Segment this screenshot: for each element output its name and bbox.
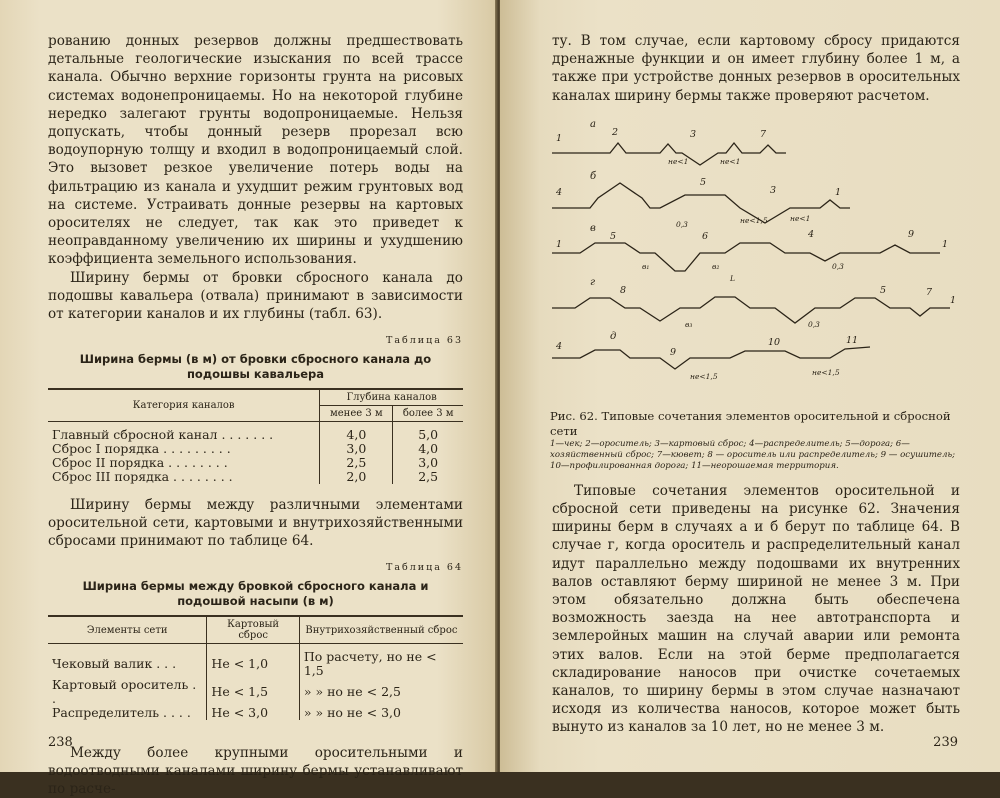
figure-dimension: не<1: [720, 156, 741, 166]
figure-callout: 1: [942, 238, 949, 250]
table-row: [48, 650, 463, 678]
page-number-right: 239: [933, 735, 958, 750]
table-63-header-less: менее 3 м: [320, 406, 393, 422]
table-row: [48, 456, 463, 470]
table-63-cell-name: Главный сбросной канал . . . . . . .: [52, 426, 274, 442]
figure-callout: 5: [700, 176, 707, 188]
profile-row-d: [552, 347, 870, 369]
figure-callout: 7: [760, 128, 767, 140]
figure-dimension: в₂: [712, 261, 720, 271]
table-64-cell-name: Чековый валик . . .: [52, 655, 177, 671]
figure-callout: 7: [926, 286, 933, 298]
figure-dimension: 0,3: [832, 261, 844, 271]
table-64-cell-kart: Не < 1,5: [207, 678, 299, 706]
table-63-cell-more: 3,0: [393, 456, 463, 470]
table-64-header-kart: Картовый сброс: [207, 616, 299, 644]
table-64-header-elements: Элементы сети: [48, 616, 207, 644]
figure-dimension: 0,3: [676, 219, 688, 229]
left-paragraph-3: Ширину бермы между различными элементами оросительной сети, картовыми и внутрихозяйственными сбросами принимают по таблице 64.: [48, 496, 463, 550]
table-63-header-depth: Глубина каналов: [320, 389, 463, 406]
table-row: [48, 706, 463, 720]
table-63-cell-more: 4,0: [393, 442, 463, 456]
figure-row-label: а: [590, 118, 596, 130]
table-64-cell-name: Картовый ороситель . .: [52, 676, 197, 706]
figure-dimension: не<1,5: [690, 371, 718, 381]
figure-callout: 11: [846, 334, 859, 346]
figure-callout: 1: [556, 238, 563, 250]
figure-callout: 1: [556, 132, 563, 144]
table-63-cell-less: 3,0: [320, 442, 393, 456]
table-64-header-vnutr: Внутрихозяйственный сброс: [299, 616, 463, 644]
table-63-header-category: Категория каналов: [48, 389, 320, 422]
left-page: [0, 0, 497, 798]
figure-62-legend: 1—чек; 2—ороситель; 3—картовый сброс; 4—распределитель; 5—дорога; 6—хозяйственный сброс; 7—кювет; 8 — ороситель или распределитель; 9 — осушитель; 10—профилированная дорога; 11—неорошаемая территория.: [550, 438, 956, 471]
figure-dimension: в₃: [685, 319, 693, 329]
table-64-title: Ширина бермы между бровкой сбросного канала и подошвой насыпи (в м): [82, 579, 429, 609]
table-64-number: Таблица 64: [386, 562, 463, 574]
table-63-cell-less: 2,5: [320, 456, 393, 470]
figure-callout: 4: [556, 186, 563, 198]
figure-callout: 9: [908, 228, 915, 240]
table-64-cell-kart: Не < 1,0: [207, 650, 299, 678]
table-63-cell-more: 5,0: [393, 428, 463, 442]
page-number-left: 238: [48, 735, 73, 750]
figure-callout: 4: [808, 228, 815, 240]
table-row: [48, 470, 463, 484]
table-63-title: Ширина бермы (в м) от бровки сбросного канала до подошвы кавальера: [79, 352, 432, 382]
table-63-cell-more: 2,5: [393, 470, 463, 484]
table-63-cell-less: 2,0: [320, 470, 393, 484]
table-63-cell-name: Сброс III порядка . . . . . . . .: [52, 468, 233, 484]
right-paragraph-2: Типовые сочетания элементов оросительной и сбросной сети приведены на рисунке 62. Значения ширины берм в случаях а и б берут по таблице 64. В случае г, когда ороситель и распределительный канал идут параллельно между подошвами их внутренних валов оставляют берму шириной не менее 3 м. При этом обязательно должна быть обеспечена возможность заезда на нее автотранспорта и землеройных машин на случай аварии или ремонта этих валов. Если на этой берме предполагается складирование наносов при очистке сочетаемых каналов, то ширину бермы в этом случае назначают исходя из количества наносов, которое может быть вынуто из каналов за 10 лет, но не менее 3 м.: [552, 482, 960, 736]
table-64-cell-vnutr: » » но не < 2,5: [299, 678, 463, 706]
figure-callout: 5: [880, 284, 887, 296]
figure-callout: 3: [690, 128, 697, 140]
table-row: [48, 678, 463, 706]
figure-dimension: 0,3: [808, 319, 820, 329]
figure-62-caption: Рис. 62. Типовые сочетания элементов оросительной и сбросной сети: [550, 408, 951, 438]
figure-dimension: не<1,5: [812, 367, 840, 377]
figure-dimension: не<1,5: [740, 215, 768, 225]
table-64: [48, 615, 463, 720]
table-63: [48, 388, 463, 484]
left-paragraph-4: Между более крупными оросительными и водоотводными каналами ширину бермы устанавливают по расче-: [48, 744, 463, 798]
figure-callout: 1: [835, 186, 842, 198]
figure-row-label: в: [590, 222, 596, 234]
table-row: [48, 428, 463, 442]
right-paragraph-1: ту. В том случае, если картовому сбросу придаются дренажные функции и он имеет глубину более 1 м, а также при устройстве донных резервов в оросительных каналах ширину бермы также проверяют расчетом.: [552, 33, 960, 104]
table-64-cell-vnutr: По расчету, но не < 1,5: [299, 650, 463, 678]
table-64-cell-vnutr: » » но не < 3,0: [299, 706, 463, 720]
figure-callout: 4: [556, 340, 563, 352]
table-64-cell-name: Распределитель . . . .: [52, 704, 191, 720]
figure-callout: 5: [610, 230, 617, 242]
table-63-number: Таблица 63: [386, 335, 463, 347]
figure-row-label: д: [610, 330, 617, 342]
figure-callout: 8: [620, 284, 627, 296]
table-64-cell-kart: Не < 3,0: [207, 706, 299, 720]
figure-callout: 6: [702, 230, 709, 242]
left-paragraph-2: Ширину бермы от бровки сбросного канала до подошвы кавальера (отвала) принимают в зависимости от категории каналов и их глубины (табл. 63).: [48, 269, 463, 323]
profile-row-v: [552, 243, 940, 271]
figure-dimension: в₁: [642, 261, 650, 271]
table-63-cell-name: Сброс I порядка . . . . . . . . .: [52, 440, 231, 456]
left-paragraph-1: рованию донных резервов должны предшествовать детальные геологические изыскания по всей трассе канала. Обычно верхние горизонты грунта на рисовых системах водонепроницаемы. Но на некоторой глубине нередко залегают грунты водопроницаемые. Нельзя допускать, чтобы донный резерв прорезал всю водоупорную толщу и входил в водопроницаемый слой. Это вызовет резкое увеличение потерь воды на фильтрацию из канала и ухудшит режим грунтовых вод на системе. Устраивать донные резервы на картовых оросителях не следует, так как это приведет к неоправданному увеличению их ширины и ухудшению коэффициента земельного использования.: [48, 33, 463, 268]
table-63-cell-name: Сброс II порядка . . . . . . . .: [52, 454, 228, 470]
figure-dimension: не<1: [790, 213, 811, 223]
profile-row-g: [552, 297, 950, 323]
figure-callout: 2: [612, 126, 619, 138]
figure-62: [550, 113, 960, 472]
table-63-header-more: более 3 м: [393, 406, 463, 422]
figure-callout: 10: [768, 336, 781, 348]
figure-row-label: г: [590, 276, 596, 288]
figure-callout: 9: [670, 346, 677, 358]
figure-dimension: не<1: [668, 156, 689, 166]
figure-62-drawing: [550, 113, 960, 403]
figure-dimension: L: [730, 273, 735, 283]
figure-callout: 3: [770, 184, 777, 196]
table-row: [48, 442, 463, 456]
right-page: [500, 0, 1000, 772]
figure-row-label: б: [590, 170, 597, 182]
figure-callout: 1: [950, 294, 957, 306]
table-63-cell-less: 4,0: [320, 428, 393, 442]
